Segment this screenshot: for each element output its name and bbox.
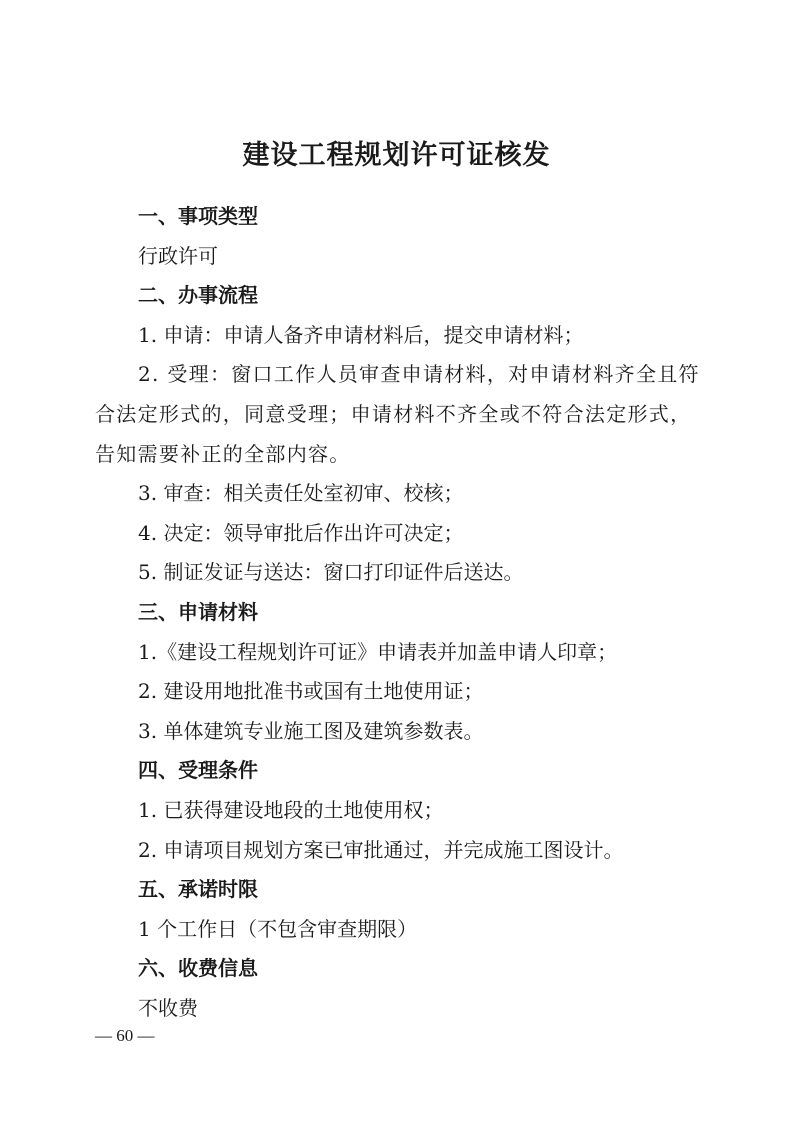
- section-heading: 五、承诺时限: [138, 877, 258, 902]
- section-item-type: [95, 197, 711, 276]
- section-heading: 三、申请材料: [138, 599, 258, 624]
- section-text: 行政许可: [138, 243, 218, 268]
- process-step: 4. 决定：领导审批后作出许可决定；: [138, 520, 464, 545]
- list-item: 1.《建设工程规划许可证》申请表并加盖申请人印章；: [138, 639, 618, 664]
- list-item: 2. 建设用地批准书或国有土地使用证；: [138, 679, 484, 704]
- document-body: [95, 197, 711, 1028]
- process-step: 5. 制证发证与送达：窗口打印证件后送达。: [138, 560, 524, 585]
- section-conditions: [95, 751, 711, 870]
- section-materials: [95, 593, 711, 751]
- section-heading: 一、事项类型: [138, 204, 258, 228]
- section-time-limit: [95, 870, 711, 949]
- process-step: 1. 申请：申请人备齐申请材料后，提交申请材料；: [138, 322, 584, 347]
- document-title: 建设工程规划许可证核发: [242, 140, 551, 172]
- section-fees: [95, 949, 711, 1028]
- section-text: 不收费: [138, 995, 198, 1020]
- section-heading: 六、收费信息: [138, 956, 258, 981]
- section-text: 1 个工作日（不包含审查期限）: [138, 916, 418, 941]
- process-step: 2. 受理：窗口工作人员审查申请材料，对申请材料齐全且符合法定形式的，同意受理；申请材料不齐全或不符合法定形式，告知需要补正的全部内容。: [95, 362, 700, 466]
- list-item: 2. 申请项目规划方案已审批通过，并完成施工图设计。: [138, 837, 624, 862]
- section-heading: 二、办事流程: [138, 283, 258, 308]
- list-item: 1. 已获得建设地段的土地使用权；: [138, 797, 444, 822]
- section-heading: 四、受理条件: [138, 758, 258, 783]
- section-process: [95, 276, 711, 593]
- page-number: — 60 —: [95, 1026, 155, 1045]
- process-step: 3. 审查：相关责任处室初审、校核；: [138, 481, 464, 506]
- list-item: 3. 单体建筑专业施工图及建筑参数表。: [138, 718, 484, 743]
